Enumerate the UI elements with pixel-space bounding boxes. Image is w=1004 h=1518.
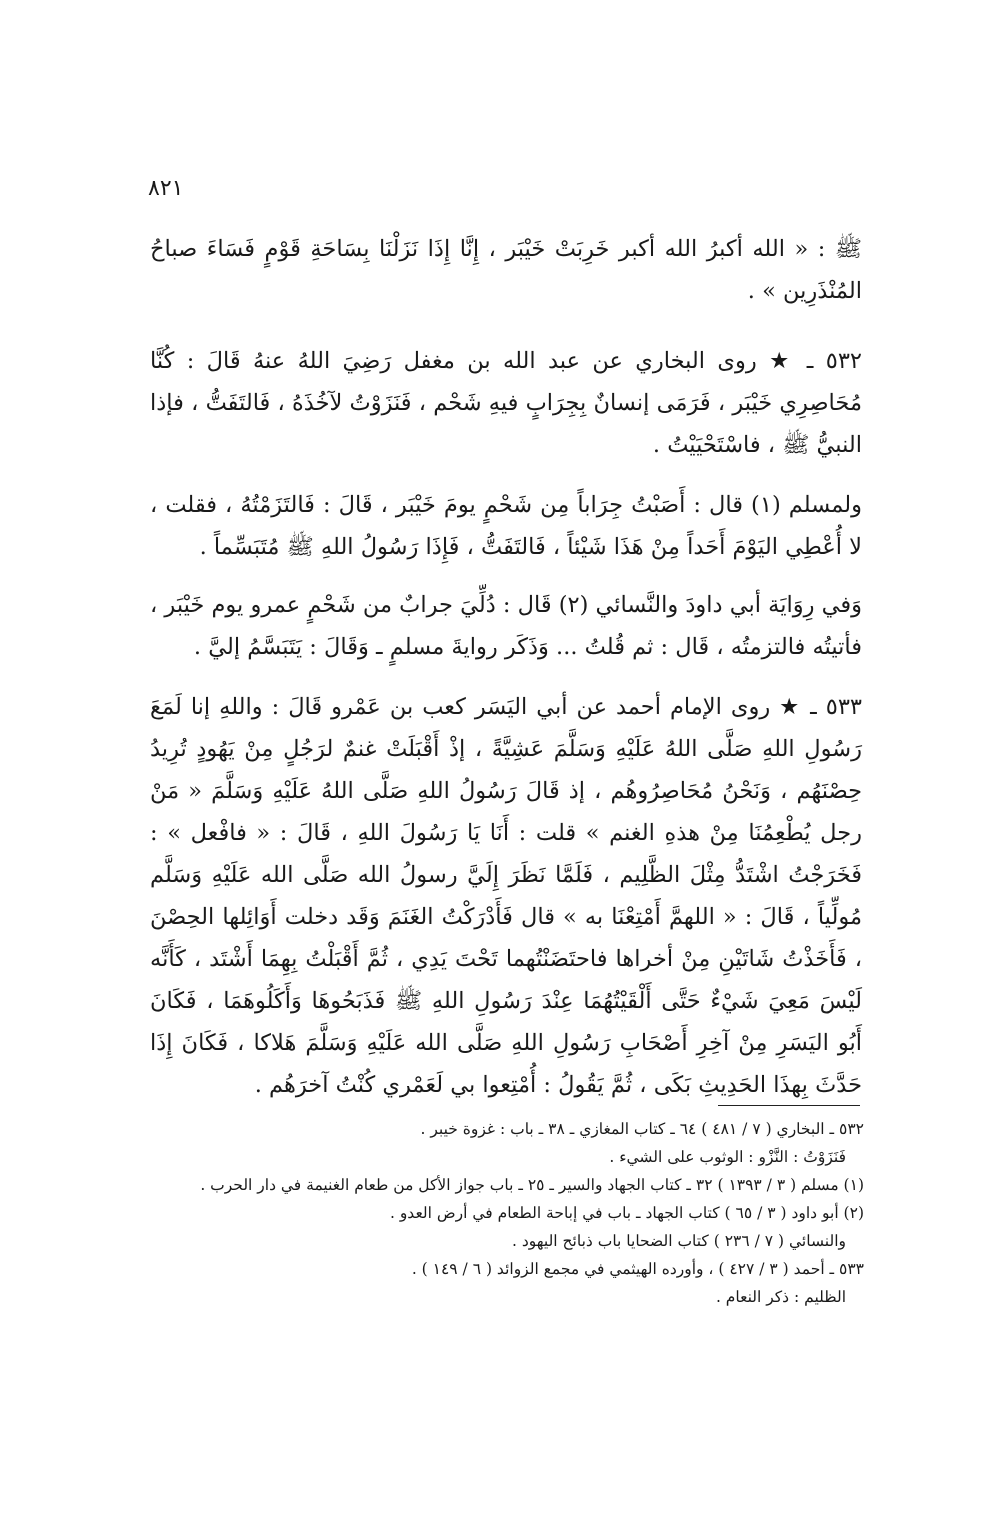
footnote-533-gloss: الظليم : ذكر النعام . (715, 1288, 846, 1306)
paragraph-hadith-533: ٥٣٣ ـ ★ روى الإمام أحمد عن أبي اليَسَر كعب بن عَمْرو قَالَ : واللهِ إنا لَمَعَ رَسُولِ اللهِ صَلَّى اللهُ عَلَيْهِ وَسَلَّمَ عَشِيَّةً ، إذْ أَقْبَلَتْ غنمٌ لرَجُلٍ مِنْ يَهُودٍ تُرِيدُ حِصْنَهُم ، وَنَحْنُ مُحَاصِرُوهُم ، إذ قَالَ رَسُولُ اللهِ صَلَّى اللهُ عَلَيْهِ وَسَلَّمَ « مَنْ رجل يُطْعِمُنَا مِنْ هذهِ الغنم » قلت : أَنَا يَا رَسُولَ اللهِ ، قَالَ : « فافْعل » : فَخَرَجْتُ اشْتَدُّ مِثْلَ الظَّلِيم ، فَلَمَّا نَظَرَ إِلَيَّ رسولُ الله صَلَّى الله عَلَيْهِ وَسَلَّم مُولِّياً ، قَالَ : « اللهمَّ أَمْتِعْنَا به » قال فَأَدْرَكْتُ الغَنَمَ وَقَد دخلت أَوَائِلها الحِصْنَ ، فَأَخَذْتُ شَاتَيْنِ مِنْ أخراها فاحتَضَنْتُهما تَحْتَ يَدِي ، ثُمَّ أَقْبَلْتُ بِهِمَا أَشْتَد ، كَأَنَّه لَيْسَ مَعِيَ شَيْءٌ حَتَّى أَلْقَيْتُهُمَا عِنْدَ رَسُولِ اللهِ ﷺ فَذَبَحُوهَا وَأَكَلُوهَمَا ، فَكَانَ أَبُو اليَسَرِ مِنْ آخِرِ أَصْحَابِ رَسُولِ اللهِ صَلَّى الله عَلَيْهِ وَسَلَّمَ هَلاكا ، فَكَانَ إِذَا حَدَّثَ بِهذَا الحَدِيثِ بَكَى ، ثُمَّ يَقُولُ : أُمْتِعوا بي لَعَمْري كُنْتُ آخرَهُم . (150, 694, 862, 1098)
paragraph-hadith-532: ٥٣٢ ـ ★ روى البخاري عن عبد الله بن مغفل رَضِيَ اللهُ عنهُ قَالَ : كُنَّا مُحَاصِرِي خَيْبَر ، فَرَمَى إنسانٌ بِجِرَابٍ فيهِ شَحْم ، فَنَزَوْتُ لآخُذَهُ ، فَالتَفَتُّ ، فإذا النبيُّ ﷺ ، فاسْتَحْيَيْتُ . (150, 348, 862, 458)
paragraph-abudawud-narration: وَفي رِوَايَة أبي داودَ والنَّسائي (٢) قَال : دُلِّيَ جرابٌ من شَحْمٍ عمرو يوم خَيْبَر ، فأتيتُه فالتزمتُه ، قَال : ثم قُلتُ ... وَذَكَر روايةَ مسلمٍ ـ وَقَالَ : يَتَبَسَّمُ إليَّ . (150, 592, 862, 660)
footnote-532-gloss: فَنَزَوْتُ : النَّزْو : الوثوب على الشيء . (609, 1148, 846, 1166)
footnote-1-muslim: (١) مسلم ( ٣ / ١٣٩٣ ) ٣٢ ـ كتاب الجهاد والسير ـ ٢٥ ـ باب جواز الأكل من طعام الغنيمة في دار الحرب . (200, 1176, 864, 1194)
paragraph-muslim-narration: ولمسلم (١) قال : أَصَبْتُ جِرَاباً مِن شَحْمٍ يومَ خَيْبَر ، قَالَ : فَالتَزَمْتُهُ ، فقلت ، لا أُعْطِي اليَوْمَ أَحَداً مِنْ هَذَا شَيْئاً ، فَالتَفَتُّ ، فَإِذَا رَسُولُ اللهِ ﷺ مُتَبَسِّماً . (150, 492, 862, 560)
footnote-532-source: ٥٣٢ ـ البخاري ( ٧ / ٤٨١ ) ٦٤ ـ كتاب المغازي ـ ٣٨ ـ باب : غزوة خيبر . (420, 1120, 864, 1138)
footnote-2-abudawud: (٢) أبو داود ( ٣ / ٦٥ ) كتاب الجهاد ـ باب في إباحة الطعام في أرض العدو . (389, 1204, 864, 1222)
paragraph-intro: ﷺ : « الله أكبرُ الله أكبر خَرِبَتْ خَيْبَر ، إِنَّا إِذَا نَزَلْنَا بِسَاحَةِ قَوْمٍ فَسَاءَ صباحُ المُنْذَرِين » . (150, 236, 862, 304)
footnote-533-source: ٥٣٣ ـ أحمد ( ٣ / ٤٢٧ ) ، وأورده الهيثمي في مجمع الزوائد ( ٦ / ١٤٩ ) . (411, 1260, 864, 1278)
footnotes (150, 1115, 864, 1311)
page-number: ٨٢١ (148, 176, 184, 201)
footnote-divider (718, 1105, 860, 1106)
footnote-2-nasai: والنسائي ( ٧ / ٢٣٦ ) كتاب الضحايا باب ذبائح اليهود . (512, 1232, 846, 1250)
